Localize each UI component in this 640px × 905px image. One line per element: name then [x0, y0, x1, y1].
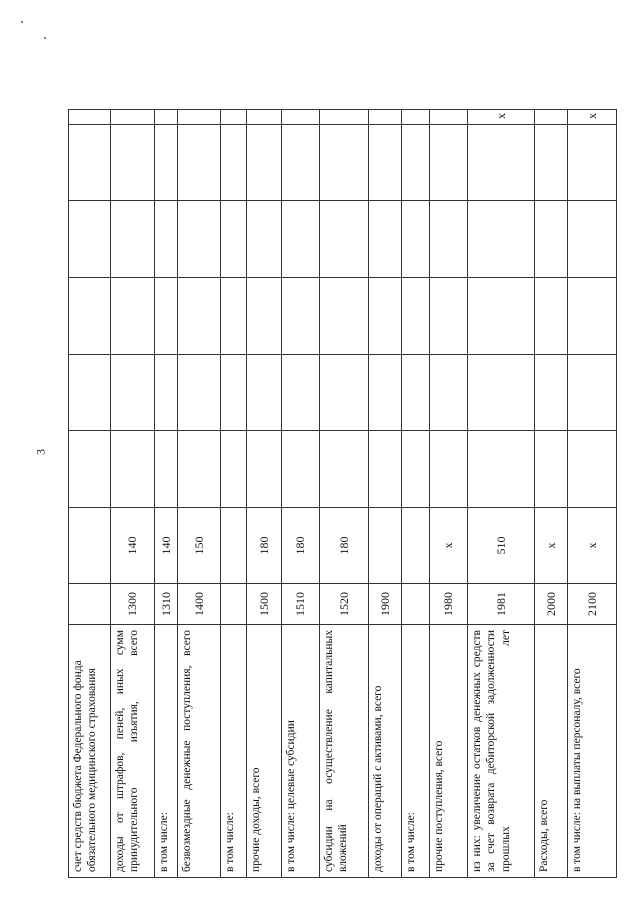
row-code: 1900 [369, 584, 402, 625]
value-cell [155, 110, 178, 125]
value-cell [402, 125, 430, 201]
value-cell [69, 125, 111, 201]
row-label: прочие поступления, всего [430, 625, 468, 878]
value-cell [402, 110, 430, 125]
value-cell [430, 201, 468, 278]
value-cell [282, 201, 320, 278]
value-cell [221, 125, 247, 201]
value-cell [69, 355, 111, 431]
value-cell [568, 278, 617, 355]
value-cell [320, 431, 369, 508]
row-code: 1520 [320, 584, 369, 625]
row-label: в том числе: [402, 625, 430, 878]
row-label: безвозмездные денежные поступления, всего [178, 625, 221, 878]
table-row [69, 110, 111, 878]
financial-plan-table [68, 110, 598, 878]
row-label: счет средств бюджета Федерального фонда обязательного медицинского страхования [69, 625, 111, 878]
value-cell [247, 110, 282, 125]
value-cell [535, 278, 568, 355]
value-cell [221, 431, 247, 508]
row-code: 2100 [568, 584, 617, 625]
table-row [402, 110, 430, 878]
value-cell [221, 355, 247, 431]
value-cell [178, 431, 221, 508]
value-cell [221, 201, 247, 278]
value-cell [282, 125, 320, 201]
value-cell [535, 201, 568, 278]
value-cell [111, 278, 155, 355]
value-cell [568, 201, 617, 278]
value-cell [155, 355, 178, 431]
value-cell [247, 431, 282, 508]
row-classification-code [221, 508, 247, 584]
page-number: 3 [33, 449, 48, 455]
scan-speck [21, 21, 23, 23]
value-cell [178, 355, 221, 431]
value-cell [430, 125, 468, 201]
scan-speck [44, 37, 46, 39]
value-cell [320, 355, 369, 431]
row-code [69, 584, 111, 625]
table-row [178, 110, 221, 878]
value-cell [69, 431, 111, 508]
value-cell [568, 355, 617, 431]
value-cell [402, 355, 430, 431]
value-cell: х [568, 110, 617, 125]
row-label: Расходы, всего [535, 625, 568, 878]
value-cell [155, 125, 178, 201]
value-cell [535, 110, 568, 125]
value-cell [247, 125, 282, 201]
row-code: 1981 [468, 584, 535, 625]
value-cell [111, 355, 155, 431]
value-cell [430, 431, 468, 508]
value-cell [369, 431, 402, 508]
value-cell [468, 431, 535, 508]
table-row [430, 110, 468, 878]
value-cell [468, 355, 535, 431]
value-cell [282, 355, 320, 431]
value-cell [402, 278, 430, 355]
table-row [320, 110, 369, 878]
value-cell [430, 355, 468, 431]
value-cell [320, 278, 369, 355]
value-cell [111, 110, 155, 125]
value-cell [369, 110, 402, 125]
table-row [568, 110, 617, 878]
table-row [468, 110, 535, 878]
value-cell [155, 201, 178, 278]
value-cell [468, 201, 535, 278]
value-cell [535, 431, 568, 508]
row-classification-code: х [535, 508, 568, 584]
row-classification-code: 180 [247, 508, 282, 584]
value-cell [247, 355, 282, 431]
value-cell [369, 201, 402, 278]
value-cell [221, 110, 247, 125]
row-classification-code: 140 [155, 508, 178, 584]
value-cell [178, 110, 221, 125]
value-cell [155, 278, 178, 355]
row-label: в том числе: на выплаты персоналу, всего [568, 625, 617, 878]
table-row [247, 110, 282, 878]
row-code: 1300 [111, 584, 155, 625]
row-code [221, 584, 247, 625]
table-row [111, 110, 155, 878]
value-cell [430, 278, 468, 355]
value-cell [178, 278, 221, 355]
value-cell [282, 431, 320, 508]
value-cell [111, 431, 155, 508]
value-cell [155, 431, 178, 508]
row-code: 1310 [155, 584, 178, 625]
value-cell [568, 125, 617, 201]
value-cell [69, 201, 111, 278]
row-classification-code: х [568, 508, 617, 584]
row-label: доходы от операций с активами, всего [369, 625, 402, 878]
row-label: в том числе: целевые субсидии [282, 625, 320, 878]
value-cell [282, 278, 320, 355]
value-cell [69, 110, 111, 125]
row-classification-code [369, 508, 402, 584]
value-cell [111, 201, 155, 278]
row-label: из них: увеличение остатков денежных средств за счет возврата дебиторской задолженности прошлых лет [468, 625, 535, 878]
row-classification-code [69, 508, 111, 584]
table-row [221, 110, 247, 878]
value-cell [468, 278, 535, 355]
value-cell [320, 201, 369, 278]
value-cell [369, 355, 402, 431]
row-code: 1500 [247, 584, 282, 625]
row-label: субсидии на осуществление капитальных вложений [320, 625, 369, 878]
value-cell [430, 110, 468, 125]
value-cell [282, 110, 320, 125]
row-code: 1400 [178, 584, 221, 625]
row-label: в том числе: [155, 625, 178, 878]
row-classification-code: 180 [320, 508, 369, 584]
value-cell [221, 278, 247, 355]
row-code: 1980 [430, 584, 468, 625]
value-cell [178, 125, 221, 201]
row-classification-code: х [430, 508, 468, 584]
row-code: 1510 [282, 584, 320, 625]
value-cell [178, 201, 221, 278]
row-classification-code: 140 [111, 508, 155, 584]
table-row [155, 110, 178, 878]
row-label: в том числе: [221, 625, 247, 878]
value-cell [369, 278, 402, 355]
value-cell: х [468, 110, 535, 125]
row-label: доходы от штрафов, пеней, иных сумм принудительного изъятия, всего [111, 625, 155, 878]
table-row [369, 110, 402, 878]
row-code: 2000 [535, 584, 568, 625]
value-cell [247, 278, 282, 355]
row-code [402, 584, 430, 625]
row-classification-code [402, 508, 430, 584]
table-row [282, 110, 320, 878]
value-cell [535, 125, 568, 201]
row-label: прочие доходы, всего [247, 625, 282, 878]
row-classification-code: 510 [468, 508, 535, 584]
value-cell [402, 201, 430, 278]
value-cell [468, 125, 535, 201]
value-cell [320, 110, 369, 125]
value-cell [369, 125, 402, 201]
row-classification-code: 180 [282, 508, 320, 584]
value-cell [568, 431, 617, 508]
value-cell [69, 278, 111, 355]
value-cell [320, 125, 369, 201]
table-row [535, 110, 568, 878]
value-cell [535, 355, 568, 431]
value-cell [111, 125, 155, 201]
row-classification-code: 150 [178, 508, 221, 584]
value-cell [247, 201, 282, 278]
value-cell [402, 431, 430, 508]
